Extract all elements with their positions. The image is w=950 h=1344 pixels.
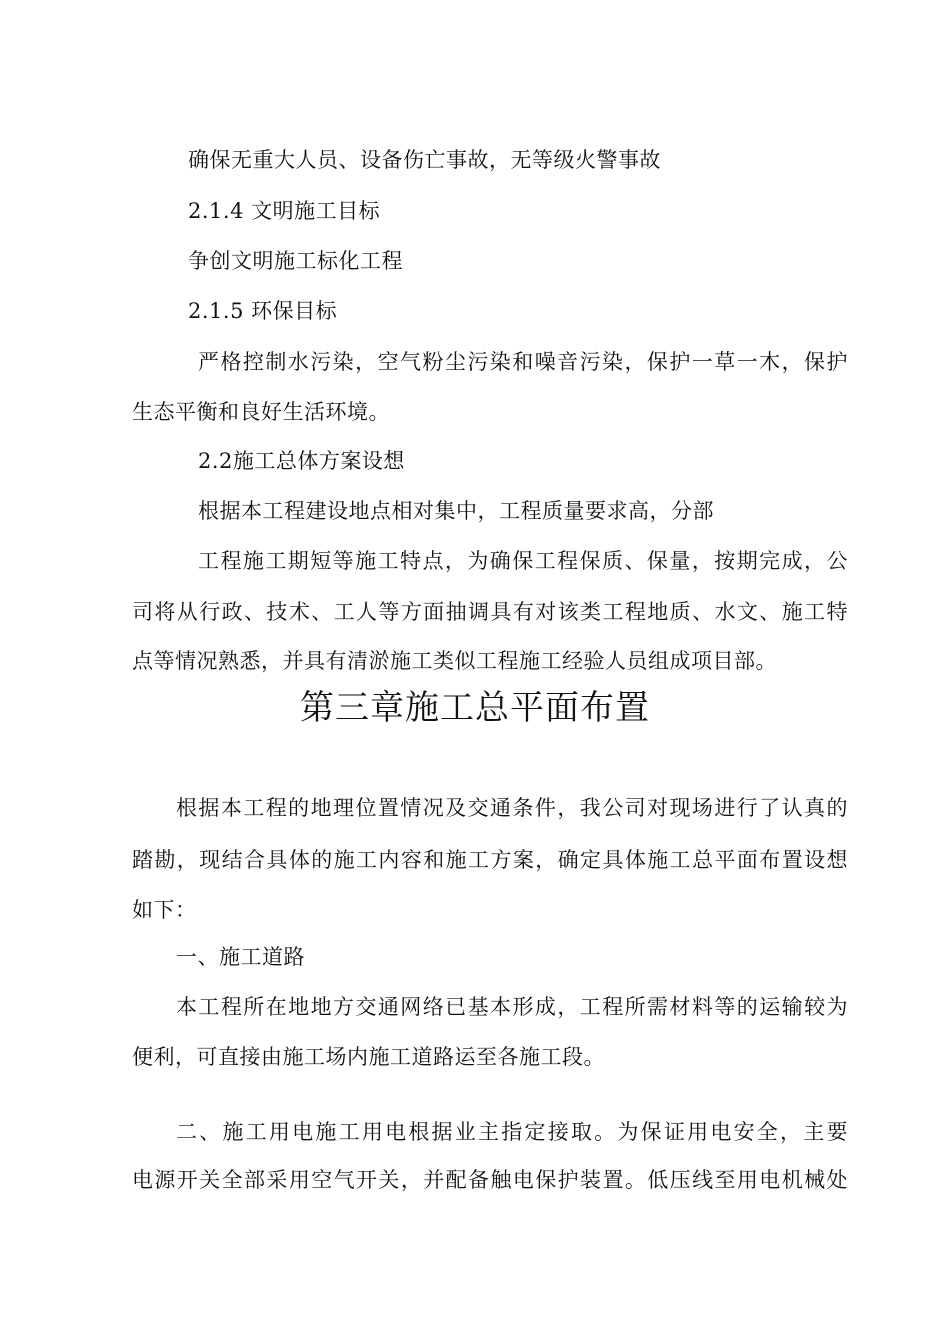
text-line: 根据本工程的地理位置情况及交通条件，我公司对现场进行了认真的 (176, 796, 848, 820)
section-heading: 2.2施工总体方案设想 (198, 449, 405, 473)
text-line: 电源开关全部采用空气开关，并配备触电保护装置。低压线至用电机械处 (132, 1168, 848, 1192)
text-line: 便利，可直接由施工场内施工道路运至各施工段。 (132, 1045, 605, 1069)
text-line: 确保无重大人员、设备伤亡事故，无等级火警事故 (188, 148, 661, 172)
text-line: 如下： (132, 898, 197, 922)
chapter-title: 第三章施工总平面布置 (300, 688, 650, 728)
text-line: 本工程所在地地方交通网络已基本形成，工程所需材料等的运输较为 (176, 995, 848, 1019)
text-line: 争创文明施工标化工程 (188, 249, 403, 273)
text-line: 生态平衡和良好生活环境。 (132, 400, 390, 424)
text-line: 司将从行政、技术、工人等方面抽调具有对该类工程地质、水文、施工特 (132, 600, 848, 624)
text-line: 严格控制水污染，空气粉尘污染和噪音污染，保护一草一木，保护 (198, 350, 848, 374)
text-line: 二、施工用电施工用电根据业主指定接取。为保证用电安全，主要 (176, 1120, 848, 1144)
section-heading: 一、施工道路 (176, 945, 305, 969)
section-heading: 2.1.5 环保目标 (188, 299, 338, 323)
text-line: 点等情况熟悉，并具有清淤施工类似工程施工经验人员组成项目部。 (132, 649, 777, 673)
text-line: 踏勘，现结合具体的施工内容和施工方案，确定具体施工总平面布置设想 (132, 848, 848, 872)
text-line: 工程施工期短等施工特点，为确保工程保质、保量，按期完成，公 (198, 549, 848, 573)
section-heading: 2.1.4 文明施工目标 (188, 199, 381, 223)
text-line: 根据本工程建设地点相对集中，工程质量要求高，分部 (198, 499, 714, 523)
